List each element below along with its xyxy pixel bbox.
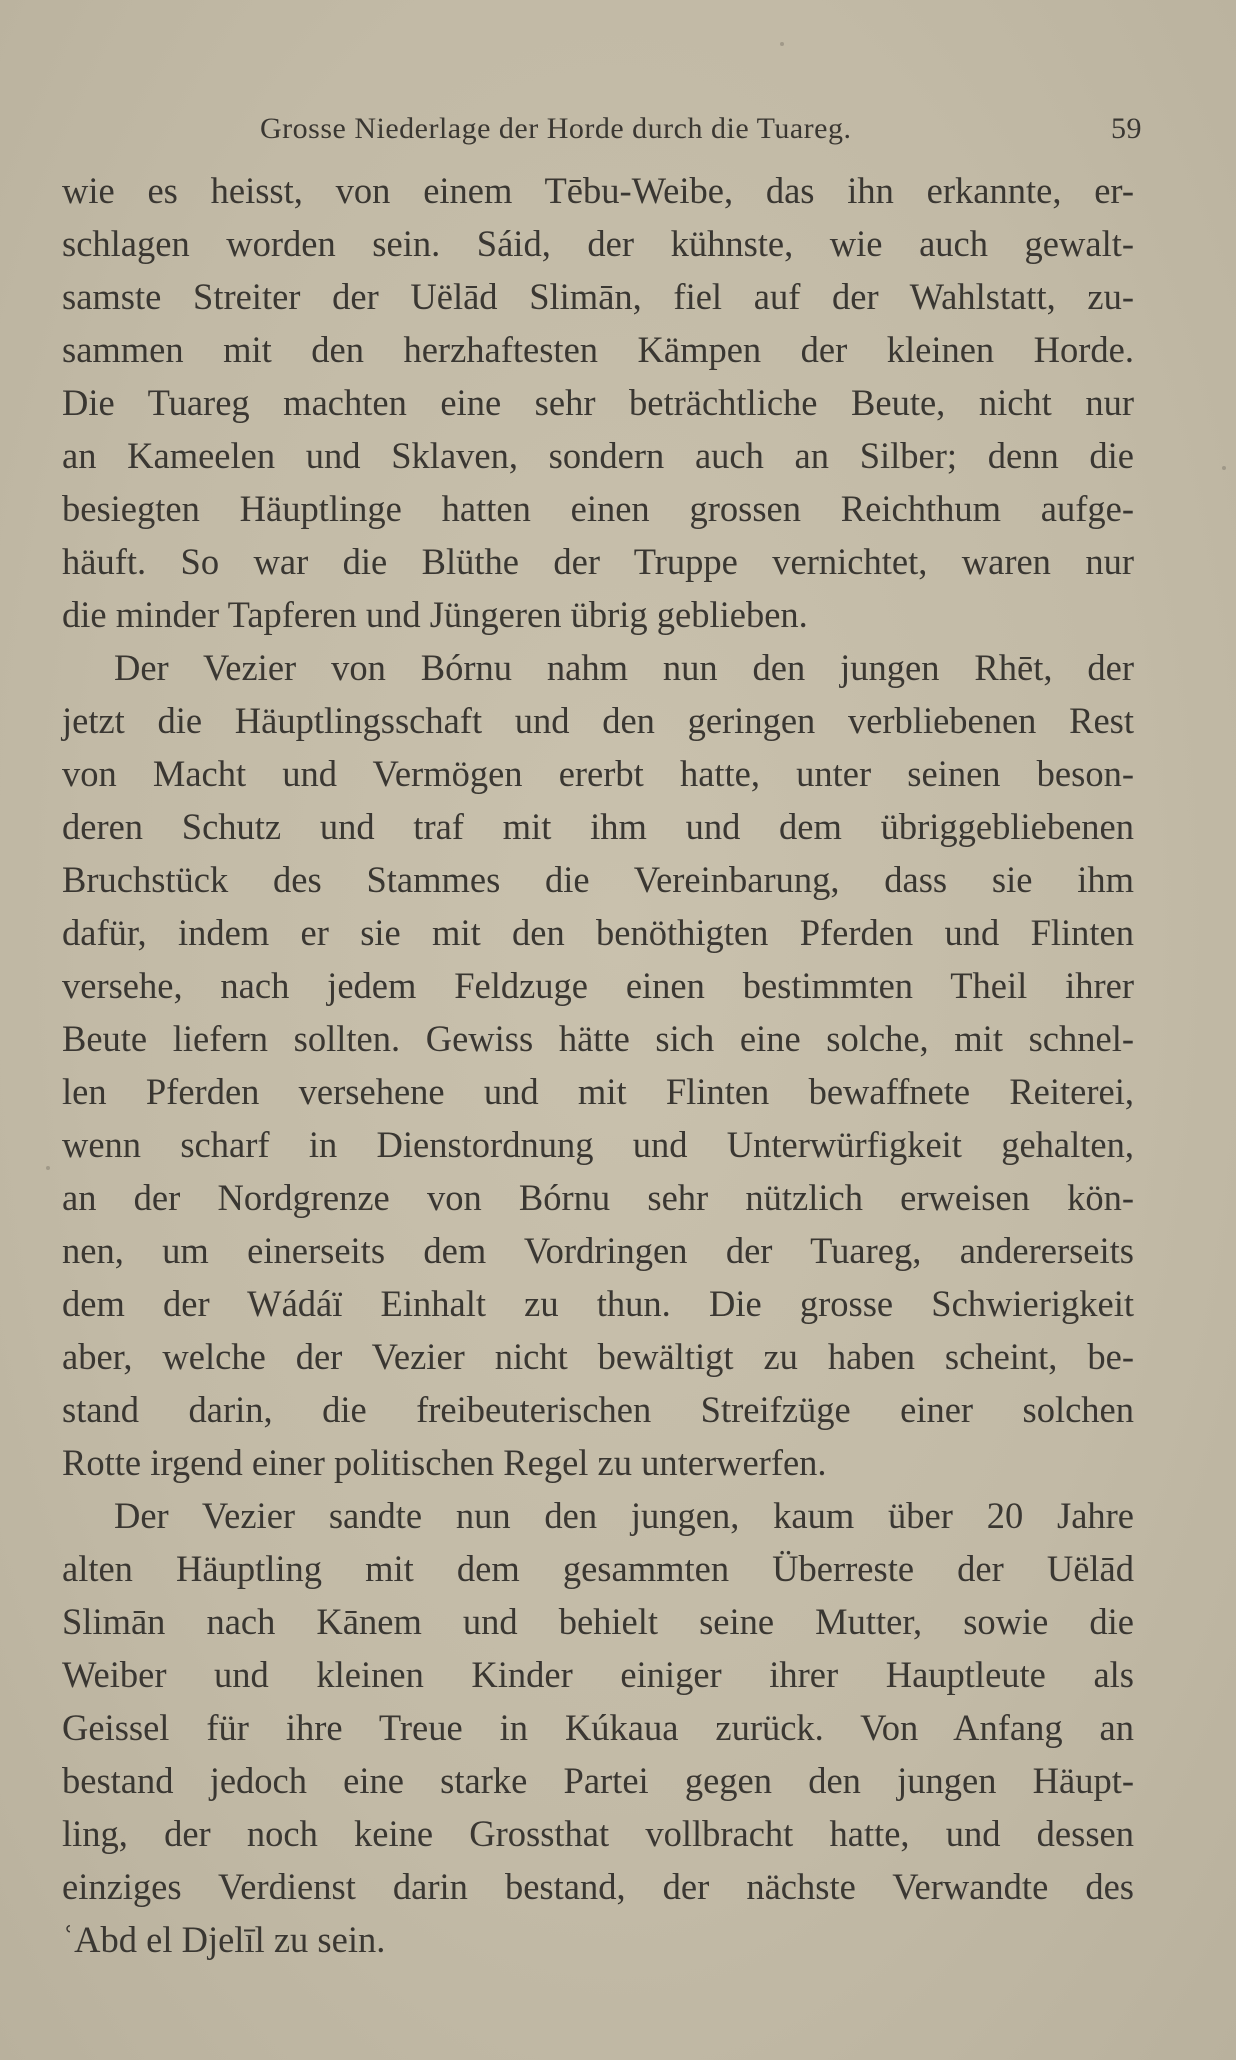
- text-line: an der Nordgrenze von Bórnu sehr nützlich erweisen kön-: [62, 1177, 1134, 1218]
- text-line: wie es heisst, von einem Tēbu-Weibe, das ihn erkannte, er-: [62, 170, 1134, 211]
- text-line: dem der Wádáï Einhalt zu thun. Die grosse Schwierigkeit: [62, 1283, 1134, 1324]
- text-line: samste Streiter der Uëlād Slimān, fiel auf der Wahlstatt, zu-: [62, 276, 1134, 317]
- text-line: stand darin, die freibeuterischen Streifzüge einer solchen: [62, 1389, 1134, 1430]
- text-line: häuft. So war die Blüthe der Truppe vernichtet, waren nur: [62, 541, 1134, 582]
- paper-speck: [46, 1166, 50, 1170]
- text-line: bestand jedoch eine starke Partei gegen den jungen Häupt-: [62, 1760, 1134, 1801]
- body-text: [62, 164, 1134, 1966]
- text-line: Geissel für ihre Treue in Kúkaua zurück. Von Anfang an: [62, 1707, 1134, 1748]
- text-line: wenn scharf in Dienstordnung und Unterwürfigkeit gehalten,: [62, 1124, 1134, 1165]
- text-line: versehe, nach jedem Feldzuge einen bestimmten Theil ihrer: [62, 965, 1134, 1006]
- text-line: ʿAbd el Djelīl zu sein.: [62, 1919, 386, 1960]
- text-line: ling, der noch keine Grossthat vollbracht hatte, und dessen: [62, 1813, 1134, 1854]
- text-line: einziges Verdienst darin bestand, der nächste Verwandte des: [62, 1866, 1134, 1907]
- page-number: 59: [1111, 112, 1142, 145]
- paper-speck: [780, 42, 784, 46]
- text-line: Rotte irgend einer politischen Regel zu unterwerfen.: [62, 1442, 827, 1483]
- text-line: die minder Tapferen und Jüngeren übrig geblieben.: [62, 594, 808, 635]
- paper-speck: [1222, 466, 1226, 470]
- text-line: Weiber und kleinen Kinder einiger ihrer Hauptleute als: [62, 1654, 1134, 1695]
- text-line: an Kameelen und Sklaven, sondern auch an Silber; denn die: [62, 435, 1134, 476]
- text-line: Beute liefern sollten. Gewiss hätte sich eine solche, mit schnel-: [62, 1018, 1134, 1059]
- text-line: Der Vezier von Bórnu nahm nun den jungen Rhēt, der: [114, 647, 1134, 688]
- text-line: deren Schutz und traf mit ihm und dem übriggebliebenen: [62, 806, 1134, 847]
- text-line: sammen mit den herzhaftesten Kämpen der kleinen Horde.: [62, 329, 1134, 370]
- text-line: Bruchstück des Stammes die Vereinbarung, dass sie ihm: [62, 859, 1134, 900]
- text-line: schlagen worden sein. Sáid, der kühnste, wie auch gewalt-: [62, 223, 1134, 264]
- text-line: alten Häuptling mit dem gesammten Überreste der Uëlād: [62, 1548, 1134, 1589]
- text-line: Slimān nach Kānem und behielt seine Mutter, sowie die: [62, 1601, 1134, 1642]
- running-title: Grosse Niederlage der Horde durch die Tuareg.: [260, 112, 852, 145]
- text-line: jetzt die Häuptlingsschaft und den geringen verbliebenen Rest: [62, 700, 1134, 741]
- text-line: len Pferden versehene und mit Flinten bewaffnete Reiterei,: [62, 1071, 1134, 1112]
- text-line: Der Vezier sandte nun den jungen, kaum über 20 Jahre: [114, 1495, 1134, 1536]
- text-line: von Macht und Vermögen ererbt hatte, unter seinen beson-: [62, 753, 1134, 794]
- text-line: Die Tuareg machten eine sehr beträchtliche Beute, nicht nur: [62, 382, 1134, 423]
- page-header: [60, 112, 1140, 152]
- text-line: besiegten Häuptlinge hatten einen grossen Reichthum aufge-: [62, 488, 1134, 529]
- text-line: dafür, indem er sie mit den benöthigten Pferden und Flinten: [62, 912, 1134, 953]
- text-line: aber, welche der Vezier nicht bewältigt zu haben scheint, be-: [62, 1336, 1134, 1377]
- text-line: nen, um einerseits dem Vordringen der Tuareg, andererseits: [62, 1230, 1134, 1271]
